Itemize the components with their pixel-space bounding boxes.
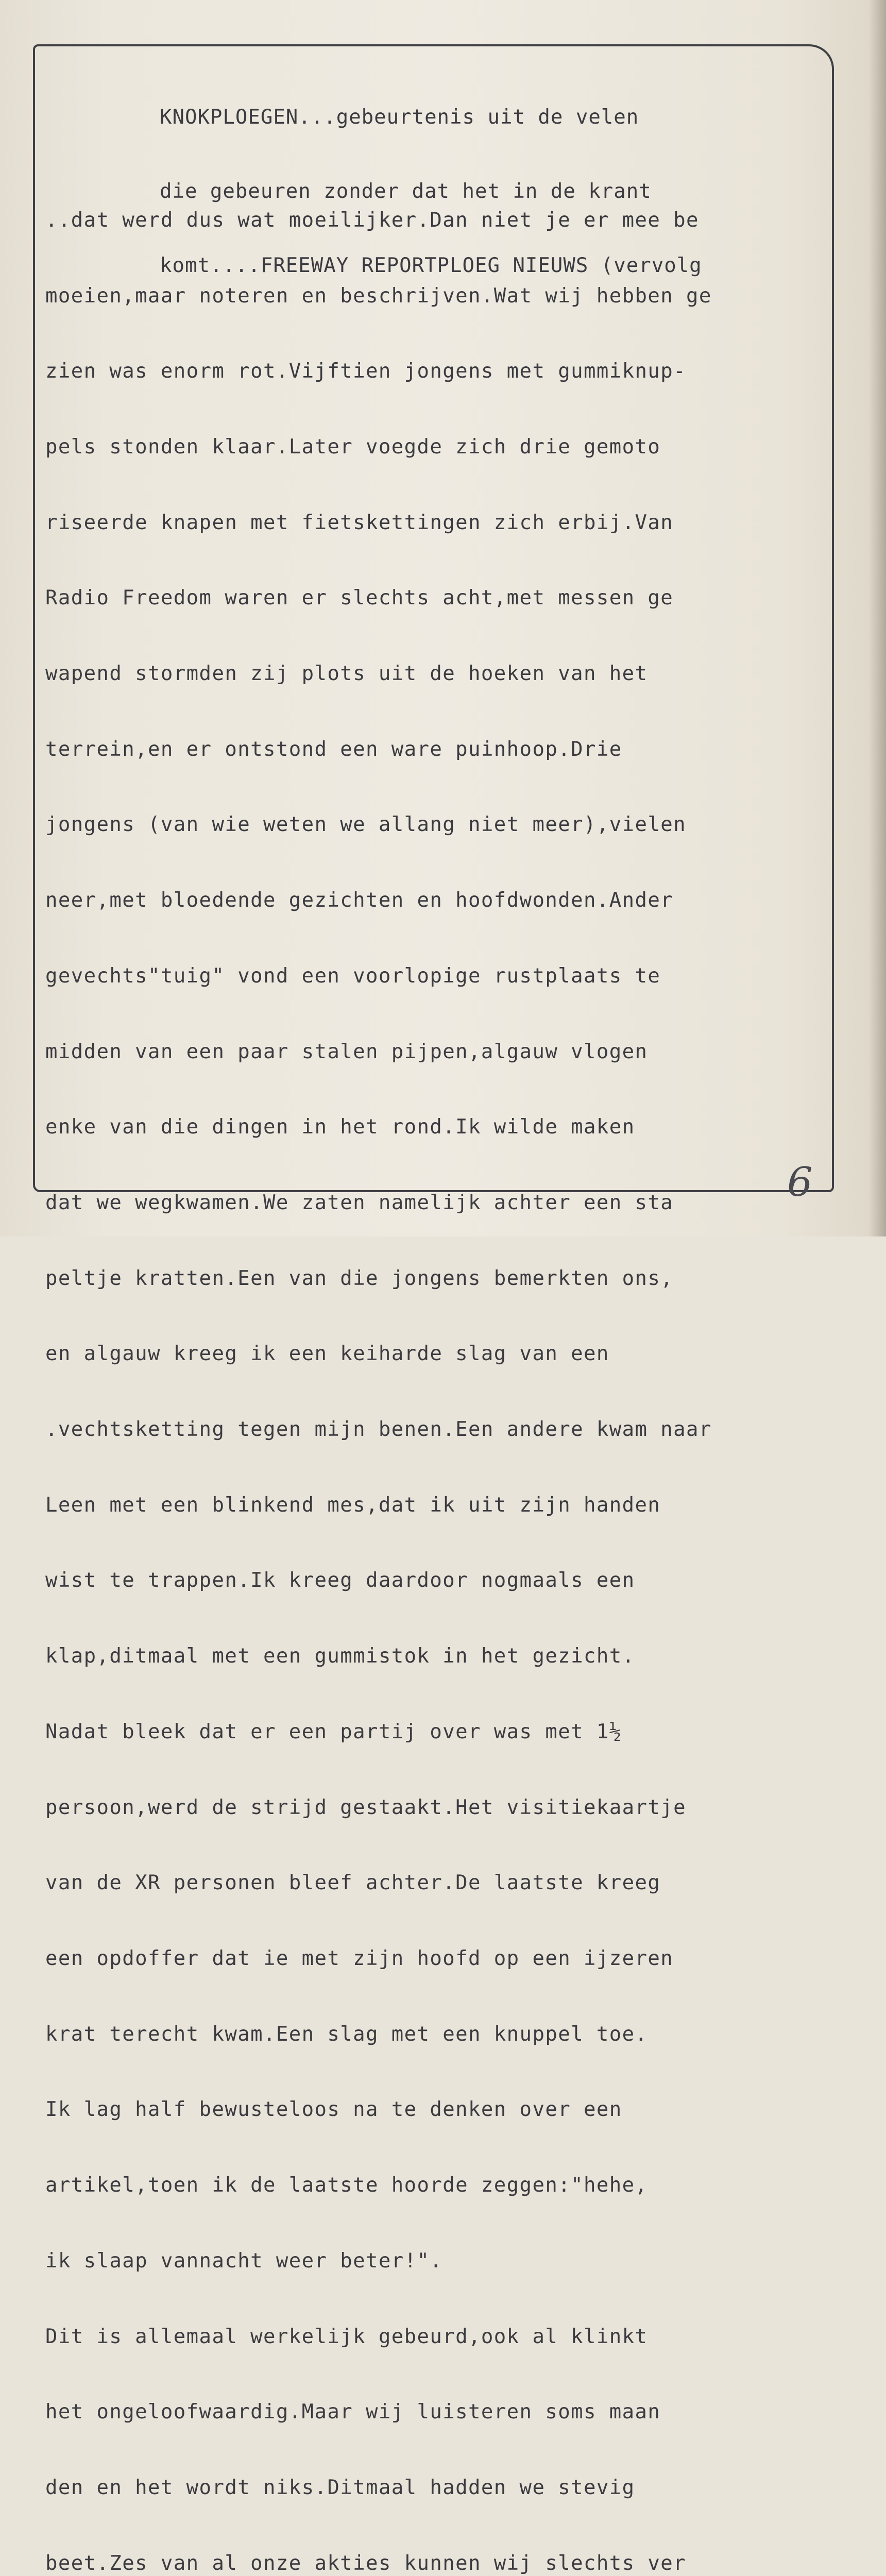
body-line: jongens (van wie weten we allang niet meer),vielen — [45, 813, 686, 837]
body-line: klap,ditmaal met een gummistok in het gezicht. — [45, 1645, 635, 1668]
page-number: 6 — [787, 1159, 813, 1206]
body-line: terrein,en er ontstond een ware puinhoop.Drie — [45, 737, 622, 761]
body-line: ik slaap vannacht weer beter!". — [45, 2249, 443, 2273]
body-line: en algauw kreeg ik een keiharde slag van een — [45, 1342, 609, 1366]
body-line: moeien,maar noteren en beschrijven.Wat wij hebben ge — [45, 284, 712, 308]
heading-line: KNOKPLOEGEN...gebeurtenis uit de velen — [160, 106, 639, 129]
body-line: gevechts"tuig" vond een voorlopige rustplaats te — [45, 964, 661, 988]
page-fold-shadow — [868, 0, 886, 1236]
body-line: beet.Zes van al onze akties kunnen wij slechts ver — [45, 2551, 686, 2575]
body-line: artikel,toen ik de laatste hoorde zeggen:"hehe, — [45, 2174, 648, 2197]
body-line: Radio Freedom waren er slechts acht,met messen ge — [45, 586, 674, 610]
heading-line: die gebeuren zonder dat het in de krant — [160, 180, 652, 203]
body-line: peltje kratten.Een van die jongens bemerkten ons, — [45, 1266, 674, 1290]
body-line: Nadat bleek dat er een partij over was met 1½ — [45, 1720, 622, 1743]
body-line: persoon,werd de strijd gestaakt.Het visitiekaartje — [45, 1795, 686, 1819]
body-line: zien was enorm rot.Vijftien jongens met gummiknup- — [45, 360, 686, 383]
body-line: krat terecht kwam.Een slag met een knuppel toe. — [45, 2022, 648, 2046]
body-line: neer,met bloedende gezichten en hoofdwonden.Ander — [45, 889, 674, 912]
body-line: wapend stormden zij plots uit de hoeken van het — [45, 662, 648, 686]
body-line: Leen met een blinkend mes,dat ik uit zijn handen — [45, 1493, 661, 1517]
body-line: Dit is allemaal werkelijk gebeurd,ook al klinkt — [45, 2325, 648, 2348]
body-line: dat we wegkwamen.We zaten namelijk achter een sta — [45, 1191, 674, 1214]
body-line: het ongeloofwaardig.Maar wij luisteren soms maan — [45, 2400, 661, 2424]
body-line: Ik lag half bewusteloos na te denken over een — [45, 2098, 622, 2122]
body-line: den en het wordt niks.Ditmaal hadden we stevig — [45, 2476, 635, 2499]
body-line: enke van die dingen in het rond.Ik wilde maken — [45, 1115, 635, 1139]
body-line: pels stonden klaar.Later voegde zich drie gemoto — [45, 435, 661, 459]
heading-line: komt....FREEWAY REPORTPLOEG NIEUWS (vervolg — [160, 254, 702, 277]
body-line: riseerde knapen met fietskettingen zich erbij.Van — [45, 511, 674, 534]
body-line: .vechtsketting tegen mijn benen.Een andere kwam naar — [45, 1418, 712, 1442]
article-body — [45, 158, 828, 2576]
body-line: ..dat werd dus wat moeilijker.Dan niet je er mee be — [45, 208, 699, 232]
body-line: van de XR personen bleef achter.De laatste kreeg — [45, 1871, 661, 1895]
body-line: midden van een paar stalen pijpen,algauw vlogen — [45, 1040, 648, 1063]
body-line: een opdoffer dat ie met zijn hoofd op een ijzeren — [45, 1946, 674, 1970]
body-line: wist te trappen.Ik kreeg daardoor nogmaals een — [45, 1569, 635, 1592]
